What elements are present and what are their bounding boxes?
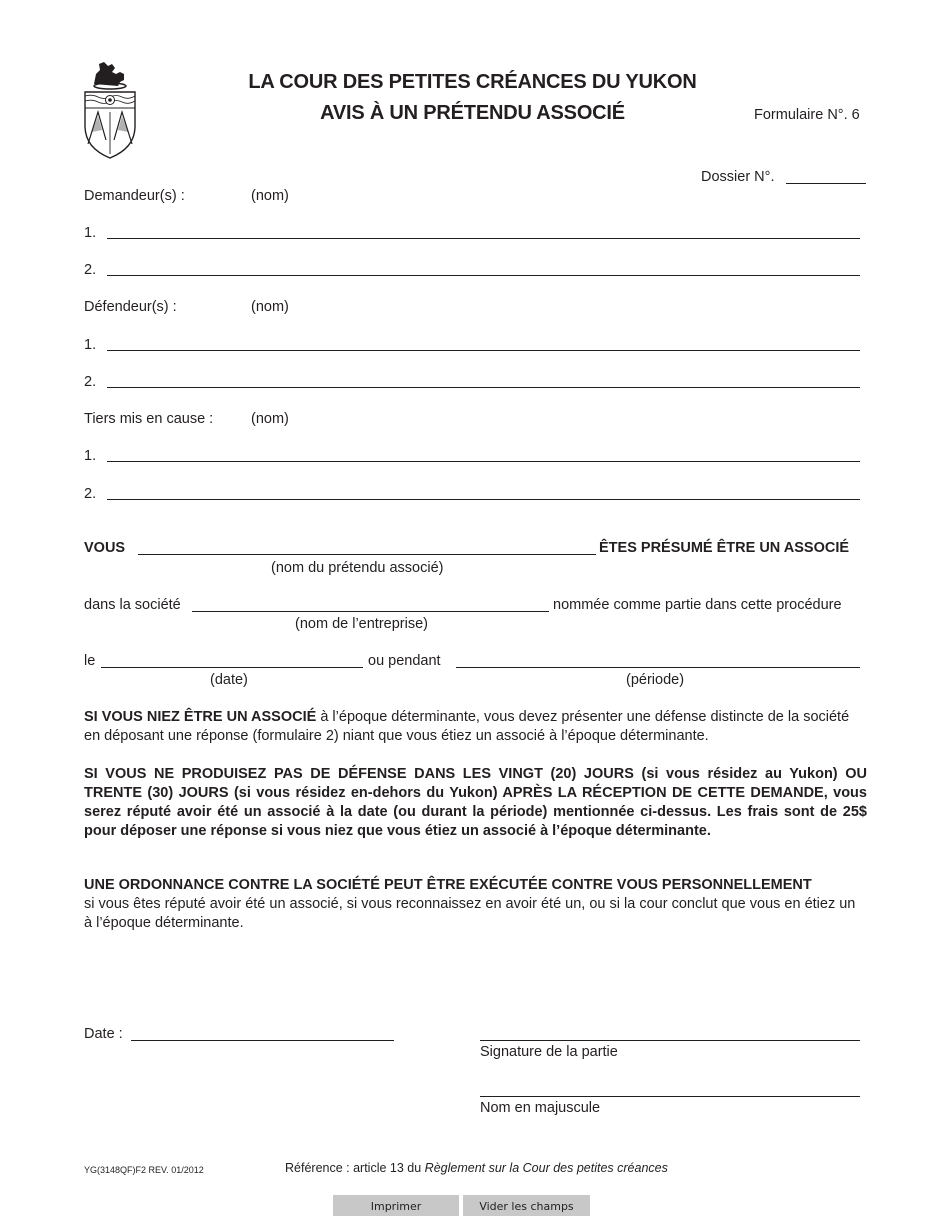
printed-name-label: Nom en majuscule	[480, 1100, 601, 1116]
plaintiff-1-number: 1.	[84, 225, 97, 241]
order-enforcement-paragraph	[84, 876, 867, 933]
plaintiff-1-field[interactable]	[107, 238, 860, 239]
reference	[285, 1161, 668, 1175]
third-party-2-number: 2.	[84, 486, 97, 502]
yukon-coat-of-arms-icon	[82, 56, 138, 160]
third-party-label: Tiers mis en cause :	[84, 411, 214, 427]
third-party-name-hint: (nom)	[251, 411, 289, 427]
deny-partner-bold: SI VOUS NIEZ ÊTRE UN ASSOCIÉ	[84, 709, 317, 725]
date-hint: (date)	[210, 672, 248, 688]
third-party-2-field[interactable]	[107, 499, 860, 500]
no-defense-part-d: (si vous résidez en-dehors du Yukon)	[233, 785, 498, 801]
order-enforcement-text: si vous êtes réputé avoir été un associé, si vous reconnaissez en avoir été un, ou si la cour conclut que vous en étiez un à l’époque déterminante.	[84, 896, 856, 931]
order-enforcement-bold: UNE ORDONNANCE CONTRE LA SOCIÉTÉ PEUT ÊTRE EXÉCUTÉE CONTRE VOUS PERSONNELLEMENT	[84, 877, 812, 893]
print-button[interactable]: Imprimer	[333, 1195, 459, 1216]
deny-partner-paragraph	[84, 708, 867, 746]
reference-prefix: Référence : article 13 du	[285, 1161, 425, 1175]
plaintiffs-name-hint: (nom)	[251, 188, 289, 204]
date-sign-label: Date :	[84, 1026, 123, 1042]
no-defense-paragraph	[84, 765, 867, 841]
no-defense-part-a: SI VOUS NE PRODUISEZ PAS DE DÉFENSE DANS LES VINGT (20) JOURS	[84, 766, 642, 782]
signature-label: Signature de la partie	[480, 1044, 618, 1060]
period-hint: (période)	[626, 672, 685, 688]
plaintiff-2-number: 2.	[84, 262, 97, 278]
defendant-1-number: 1.	[84, 337, 97, 353]
no-defense-part-c: OU TRENTE (30) JOURS	[84, 766, 867, 801]
date-field[interactable]	[101, 667, 363, 668]
company-prefix: dans la société	[84, 597, 181, 613]
defendant-1-field[interactable]	[107, 350, 860, 351]
third-party-1-field[interactable]	[107, 461, 860, 462]
file-number-field[interactable]	[786, 183, 866, 184]
period-field[interactable]	[456, 667, 860, 668]
printed-name-field[interactable]	[480, 1096, 860, 1097]
deny-partner-text: à l’époque déterminante, vous devez présenter une défense distincte de la société en déposant une réponse (formulaire 2) niant que vous étiez un associé à l’époque déterminante.	[84, 709, 850, 744]
court-title: LA COUR DES PETITES CRÉANCES DU YUKON	[248, 71, 697, 93]
date-sign-field[interactable]	[131, 1040, 394, 1041]
presumed-partner-text: ÊTES PRÉSUMÉ ÊTRE UN ASSOCIÉ	[599, 540, 850, 556]
plaintiff-2-field[interactable]	[107, 275, 860, 276]
alleged-partner-hint: (nom du prétendu associé)	[271, 560, 444, 576]
defendant-2-number: 2.	[84, 374, 97, 390]
form-code: YG(3148QF)F2 REV. 01/2012	[84, 1165, 204, 1175]
defendants-label: Défendeur(s) :	[84, 299, 177, 315]
reference-title: Règlement sur la Cour des petites créances	[424, 1161, 668, 1175]
company-suffix: nommée comme partie dans cette procédure	[553, 597, 842, 613]
vous-label: VOUS	[84, 540, 126, 556]
file-number-label: Dossier N°.	[701, 169, 775, 185]
defendants-name-hint: (nom)	[251, 299, 289, 315]
third-party-1-number: 1.	[84, 448, 97, 464]
clear-fields-button[interactable]: Vider les champs	[463, 1195, 590, 1216]
alleged-partner-field[interactable]	[138, 554, 596, 555]
form-title: AVIS À UN PRÉTENDU ASSOCIÉ	[320, 102, 625, 124]
plaintiffs-label: Demandeur(s) :	[84, 188, 185, 204]
company-name-hint: (nom de l’entreprise)	[295, 616, 428, 632]
no-defense-part-e: APRÈS LA RÉCEPTION DE CETTE DEMANDE, vous serez réputé avoir été un associé à la date (ou durant la période) mentionnée ci-dessus. Les frais sont de 25$ pour déposer une réponse si vous niez que vous étiez un associé à l’époque déterminante.	[84, 785, 867, 839]
signature-field[interactable]	[480, 1040, 860, 1041]
company-name-field[interactable]	[192, 611, 549, 612]
defendant-2-field[interactable]	[107, 387, 860, 388]
or-during-label: ou pendant	[368, 653, 441, 669]
no-defense-part-b: (si vous résidez au Yukon)	[641, 766, 838, 782]
form-number: Formulaire N°. 6	[754, 107, 860, 123]
date-prefix: le	[84, 653, 96, 669]
